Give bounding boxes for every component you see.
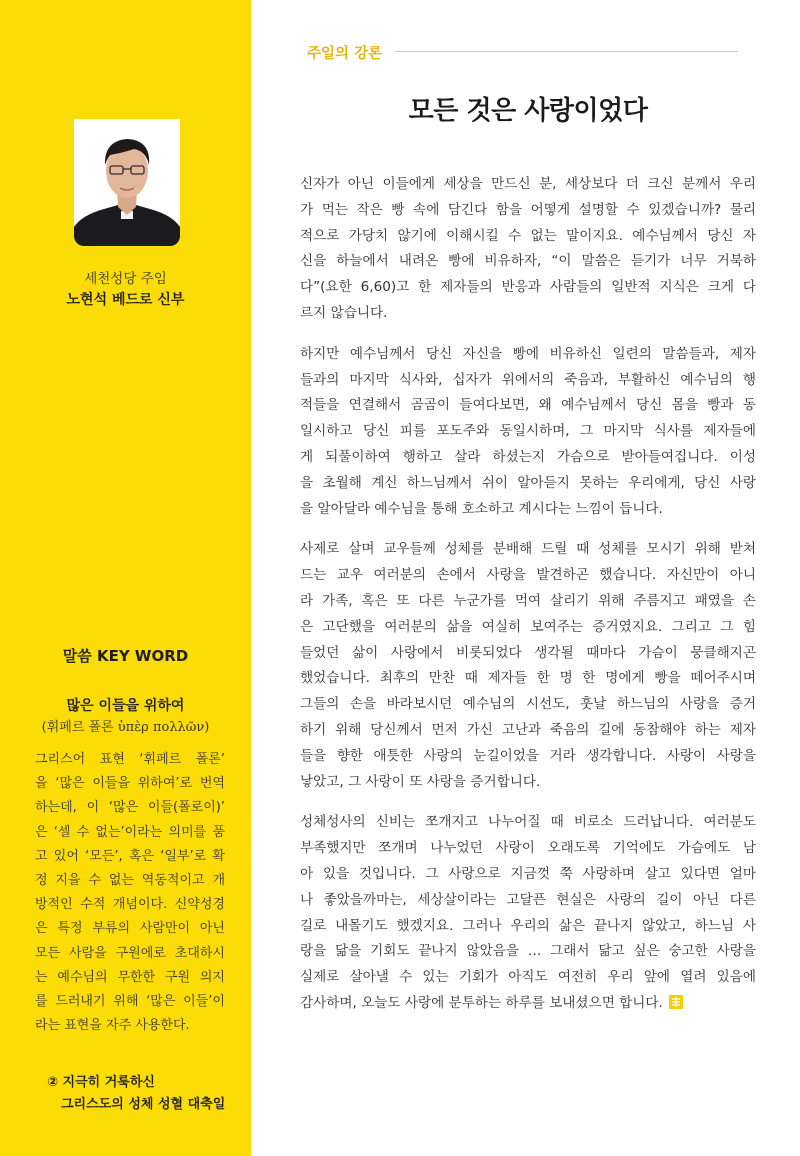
body-line: 하지만 예수님께서 당신 자신을 빵에 비유하신 일련의 말씀들과, 제자	[300, 345, 756, 362]
body-line: 다”(요한 6,60)고 한 제자들의 반응과 사람들의 일반적 지식은 크게 다	[300, 279, 756, 296]
article-body	[300, 172, 756, 1032]
keyword-line: 하는데, 이 ‘많은 이들(폴로이)’	[35, 800, 225, 816]
article-title: 모든 것은 사랑이었다	[408, 96, 648, 126]
keyword-term: 많은 이들을 위하여	[66, 698, 185, 714]
body-line: 은 고단했을 여러분의 삶을 여실히 보여주는 증거였지요. 그리고 그 힘	[300, 618, 756, 635]
author-portrait	[74, 119, 180, 246]
keyword-original: (휘페르 폴론 ὑπὲρ πολλῶν)	[41, 720, 210, 735]
body-line: 들을 향한 애틋한 사랑의 눈길이었을 거라 생각합니다. 사랑이 사랑을	[300, 747, 756, 764]
body-line-final	[300, 991, 756, 1017]
body-line: 랑을 닮을 기회도 끝나지 않았음을 … 그래서 닮고 싶은 숭고한 사랑을	[300, 943, 756, 960]
keyword-line: 방적인 수적 개념이다. 신약성경	[35, 897, 225, 913]
body-line: 했었습니다. 최후의 만찬 때 제자들 한 명 한 명에게 빵을 떼어주시며	[300, 670, 756, 687]
keyword-line: 을 ‘많은 이들을 위하여’로 번역	[35, 776, 225, 792]
body-line: 성체성사의 신비는 쪼개지고 나누어질 때 비로소 드러납니다. 여러분도	[300, 814, 756, 831]
body-line: 라 가족, 혹은 또 다른 누군가를 먹여 살리기 위해 주름지고 패였을 손	[300, 592, 756, 609]
body-line: 들과의 마지막 식사와, 십자가 위에서의 죽음과, 부활하신 예수님의 행	[300, 371, 756, 388]
keyword-line: 를 드러내기 위해 ‘많은 이들’이	[35, 994, 225, 1010]
keyword-line: 라는 표현을 자주 사용한다.	[35, 1018, 190, 1034]
body-line: 적으로 가당치 않기에 이해시킬 수 없는 말이지요. 예수님께서 당신 자	[300, 227, 756, 244]
body-line: 신자가 아닌 이들에게 세상을 만드신 분, 세상보다 더 크신 분께서 우리	[300, 176, 756, 192]
section-label: 주일의 강론	[307, 46, 383, 62]
keyword-line: 는 예수님의 무한한 구원 의지	[35, 969, 225, 985]
body-line: 게 되풀이하여 행하고 살라 하셨는지 가슴으로 받아들여집니다. 이성	[300, 448, 756, 465]
body-line: 신을 하늘에서 내려온 빵에 비유하자, “이 말씀은 듣기가 너무 거북하	[300, 253, 756, 270]
body-line: 아 있을 것입니다. 그 사랑으로 지금껏 쭉 사랑하며 살고 있다면 얼마	[300, 865, 756, 882]
body-line: 부족했지만 쪼개며 나누었던 사랑이 오래도록 기억에도 가슴에도 남	[300, 840, 756, 857]
paragraph-4	[300, 810, 756, 1016]
body-line: 낳았고, 그 사랑이 또 사랑을 증거합니다.	[300, 773, 541, 790]
body-line: 길로 내몰기도 했겠지요. 그러나 우리의 삶은 끝나지 않았고, 하느님 사	[300, 917, 756, 934]
keyword-line: 고 있어 ‘모든’, 혹은 ‘일부’로 확	[35, 848, 225, 864]
feast-label	[47, 1072, 225, 1116]
body-line: 을 알아달라 예수님을 통해 호소하고 계시다는 느낌이 듭니다.	[300, 500, 663, 517]
keyword-line: 그리스어 표현 ‘휘페르 폴론’	[35, 752, 225, 767]
sidebar	[0, 0, 251, 1156]
body-line: 나 좋았을까마는, 세상살이라는 고달픈 현실은 사랑의 길이 아닌 다른	[300, 891, 756, 908]
body-line: 가 먹는 작은 빵 속에 담긴다 함을 어떻게 설명할 수 있겠습니까? 물리	[300, 201, 756, 218]
paragraph-3	[300, 537, 756, 795]
body-line: 일시하고 당신 피를 포도주와 동일시하며, 그 마지막 식사를 제자들에	[300, 423, 756, 440]
end-mark-icon	[669, 995, 683, 1009]
body-line: 그들의 손을 바라보시던 예수님의 시선도, 훗날 하느님의 사랑을 증거	[300, 696, 756, 713]
feast-line-2: 그리스도의 성체 성혈 대축일	[61, 1097, 226, 1112]
keyword-line: 은 특정 부류의 사람만이 아닌	[35, 921, 225, 937]
keyword-line: 은 ‘셀 수 없는’이라는 의미를 품	[35, 824, 225, 840]
body-line: 들었던 삶이 사랑에서 비롯되었다 생각될 때마다 가슴이 뭉클해지곤	[300, 644, 756, 661]
body-line: 하기 위해 당신께서 먼저 가신 고난과 죽음의 길에 동참해야 하는 제자	[300, 721, 756, 738]
body-line: 실제로 살아낼 수 있는 기회가 아직도 여전히 우리 앞에 열려 있음에	[300, 969, 756, 986]
author-name: 노현석 베드로 신부	[66, 292, 185, 308]
paragraph-1	[300, 172, 756, 327]
body-line: 을 초월해 계신 하느님께서 쉬이 알아듣지 못하는 우리에게, 당신 사랑	[300, 474, 756, 491]
keyword-line: 모든 사람을 구원에로 초대하시	[35, 945, 225, 961]
feast-line-1: ② 지극히 거룩하신	[47, 1075, 155, 1090]
author-role: 세천성당 주임	[84, 271, 167, 287]
keyword-heading: 말씀 KEY WORD	[62, 647, 189, 665]
body-line: 르지 않습니다.	[300, 304, 388, 321]
keyword-line: 정 지을 수 없는 역동적이고 개	[35, 873, 225, 889]
body-line: 적들을 연결해서 곰곰이 들여다보면, 왜 예수님께서 당신 몸을 빵과 동	[300, 397, 756, 414]
body-line: 사제로 살며 교우들께 성체를 분배해 드릴 때 성체를 모시기 위해 받쳐	[300, 541, 756, 558]
keyword-explanation	[35, 748, 225, 1038]
paragraph-2	[300, 342, 756, 523]
body-line: 감사하며, 오늘도 사랑에 분투하는 하루를 보내셨으면 합니다.	[300, 994, 663, 1011]
body-line: 드는 교우 여러분의 손에서 사랑을 발견하곤 했습니다. 자신만이 아니	[300, 567, 756, 584]
section-divider	[395, 51, 738, 52]
